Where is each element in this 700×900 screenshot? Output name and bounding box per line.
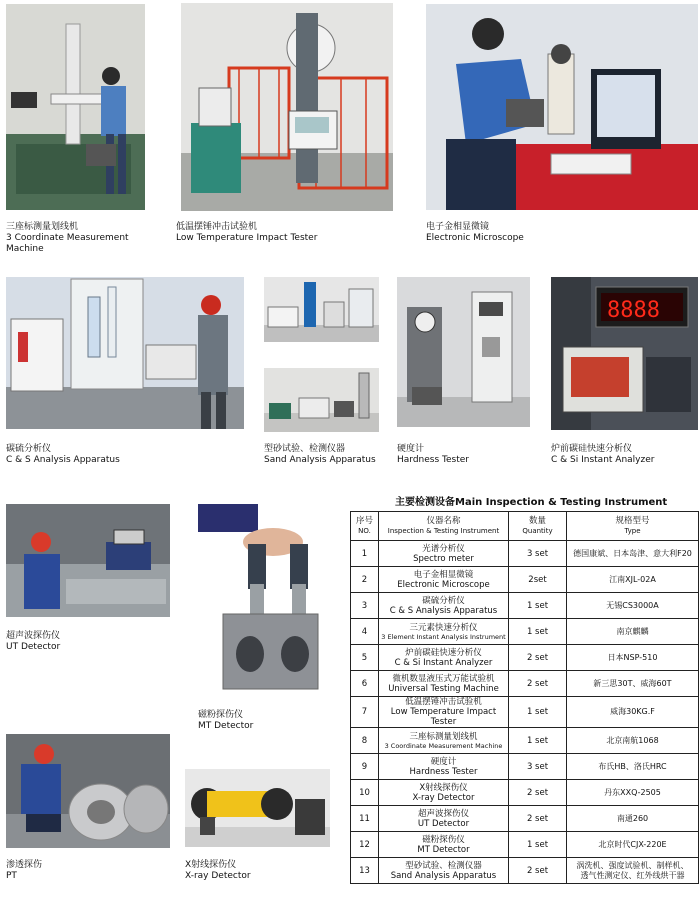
pt-caption: 渗透探伤 PT [6,860,43,881]
header-quantity: 数量 Quantity [509,512,567,541]
table-row: 8 三座标测量划线机 3 Coordinate Measurement Machine 1 set 北京南航1068 [351,728,699,754]
cmm-photo [6,4,145,210]
mt-caption: 磁粉探伤仪 MT Detector [198,710,254,731]
table-row: 6 微机数显液压式万能试验机 Universal Testing Machine 2 set 新三思30T、威海60T [351,671,699,697]
ut-photo [6,504,170,617]
xray-photo [185,769,330,847]
xray-caption: X射线探伤仪 X-ray Detector [185,860,251,881]
sand-caption: 型砂试验、检测仪器 Sand Analysis Apparatus [264,444,376,465]
table-row: 9 硬度计 Hardness Tester 3 set 布氏HB、洛氏HRC [351,754,699,780]
table-row: 1 光谱分析仪 Spectro meter 3 set 德国康斌、日本岛津、意大利F20 [351,541,699,567]
table-row: 5 炉前碳硅快速分析仪 C & Si Instant Analyzer 2 set 日本NSP-510 [351,645,699,671]
impact-photo [181,3,393,211]
table-body [351,541,699,884]
table-row: 3 碳硫分析仪 C & S Analysis Apparatus 1 set 无锡CS3000A [351,593,699,619]
table-header-row [351,512,699,541]
table-title: 主要检测设备Main Inspection & Testing Instrument [395,497,668,508]
header-no: 序号 NO. [351,512,379,541]
table-row: 7 低温摆锤冲击试验机 Low Temperature Impact Tester 1 set 威海30KG.F [351,697,699,728]
hardness-caption: 硬度计 Hardness Tester [397,444,469,465]
table-row: 12 磁粉探伤仪 MT Detector 1 set 北京时代CJX-220E [351,832,699,858]
cs-caption: 碳硫分析仪 C & S Analysis Apparatus [6,444,120,465]
table-row: 11 超声波探伤仪 UT Detector 2 set 南通260 [351,806,699,832]
header-name: 仪器名称 Inspection & Testing Instrument [379,512,509,541]
mt-photo [198,504,329,694]
table-row: 2 电子金相显微镜 Electronic Microscope 2set 江南XJL-02A [351,567,699,593]
sand-photo-2 [264,368,379,432]
cmm-caption: 三座标测量划线机 3 Coordinate Measurement Machine [6,222,129,254]
csi-caption: 炉前碳硅快速分析仪 C & Si Instant Analyzer [551,444,655,465]
sand-photo-1 [264,277,379,342]
microscope-photo [426,4,698,210]
table-row: 13 型砂试验、检测仪器 Sand Analysis Apparatus 2 set 涡洗机、强度试验机、制样机、 透气性测定仪、红外线烘干器 [351,858,699,884]
impact-caption: 低温摆锤冲击试验机 Low Temperature Impact Tester [176,222,318,243]
equipment-table [350,511,699,884]
ut-caption: 超声波探伤仪 UT Detector [6,631,61,652]
hardness-photo [397,277,530,427]
pt-photo [6,734,170,848]
svg-text:8888: 8888 [607,298,660,323]
table-row: 10 X射线探伤仪 X-ray Detector 2 set 丹东XXQ-2505 [351,780,699,806]
csi-photo [551,277,698,430]
table-row: 4 三元素快速分析仪 3 Element Instant Analysis Instrument 1 set 南京麒麟 [351,619,699,645]
microscope-caption: 电子金相显微镜 Electronic Microscope [426,222,524,243]
header-type: 规格型号 Type [567,512,699,541]
cs-photo [6,277,244,429]
